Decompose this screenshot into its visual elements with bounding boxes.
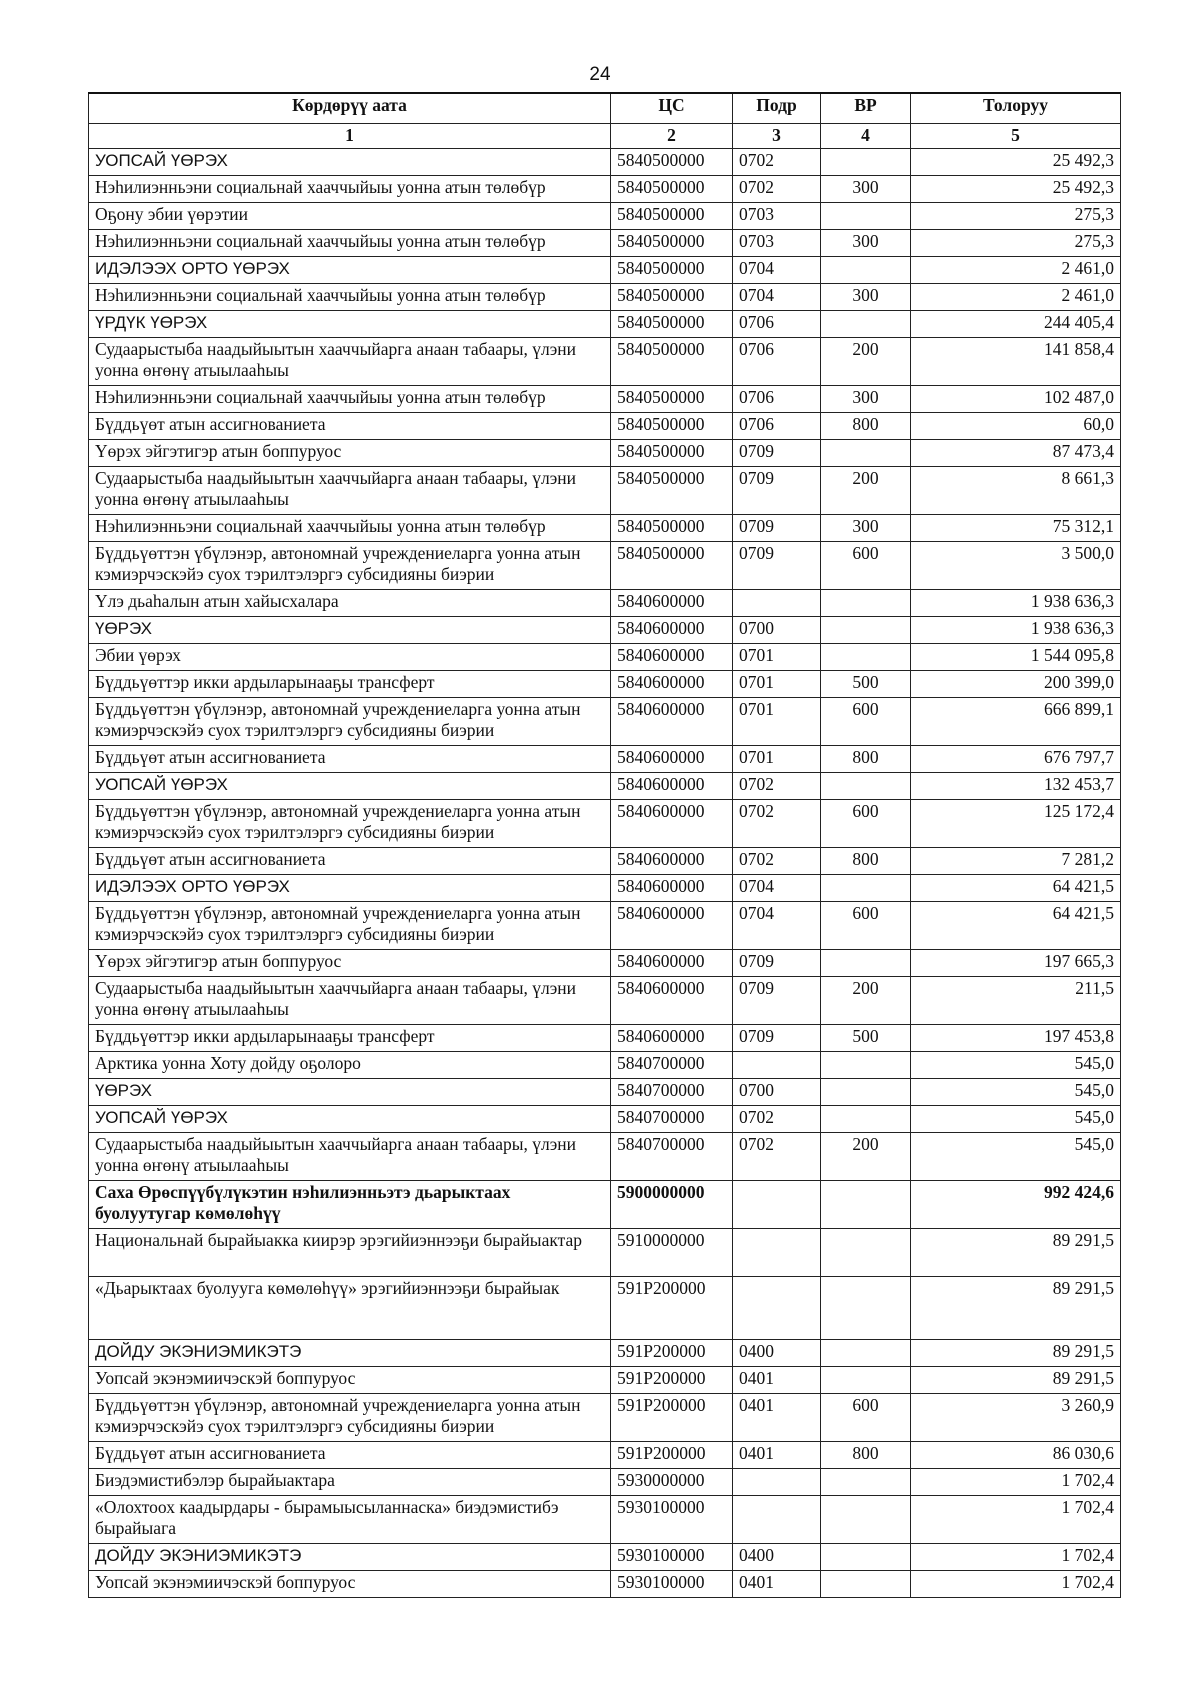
- row-podr-cell: 0704: [733, 902, 821, 950]
- row-vr-cell: 800: [821, 413, 911, 440]
- row-cs-cell: 5910000000: [611, 1229, 733, 1277]
- row-name-cell: Уопсай экэнэмиичэскэй боппуруос: [89, 1367, 611, 1394]
- row-vr-cell: 600: [821, 542, 911, 590]
- row-podr-cell: 0701: [733, 746, 821, 773]
- row-podr-cell: 0401: [733, 1367, 821, 1394]
- row-cs-cell: 5840600000: [611, 590, 733, 617]
- row-cs-cell: 5840700000: [611, 1079, 733, 1106]
- row-name-cell: УОПСАЙ ҮӨРЭХ: [89, 773, 611, 800]
- header-name: Көрдөрүү аата: [89, 93, 611, 124]
- row-podr-cell: 0709: [733, 950, 821, 977]
- table-row: [89, 1277, 1121, 1340]
- table-row: [89, 1469, 1121, 1496]
- row-podr-cell: 0709: [733, 515, 821, 542]
- row-cs-cell: 5840600000: [611, 644, 733, 671]
- table-row: [89, 977, 1121, 1025]
- row-name-cell: Биэдэмистибэлэр бырайыактара: [89, 1469, 611, 1496]
- row-podr-cell: 0704: [733, 875, 821, 902]
- row-amount-cell: 545,0: [911, 1133, 1121, 1181]
- row-name-cell: Национальнай бырайыакка киирэр эрэгийиэннээҕи бырайыактар: [89, 1229, 611, 1277]
- table-row: [89, 515, 1121, 542]
- row-podr-cell: 0701: [733, 698, 821, 746]
- column-number: 3: [733, 124, 821, 149]
- row-cs-cell: 5900000000: [611, 1181, 733, 1229]
- row-vr-cell: [821, 311, 911, 338]
- row-cs-cell: 5840500000: [611, 311, 733, 338]
- row-vr-cell: [821, 1106, 911, 1133]
- row-name-cell: Бүддьүөт атын ассигнованиета: [89, 413, 611, 440]
- row-cs-cell: 5840500000: [611, 542, 733, 590]
- table-row: [89, 1394, 1121, 1442]
- row-vr-cell: [821, 1052, 911, 1079]
- column-number: 1: [89, 124, 611, 149]
- table-row: [89, 902, 1121, 950]
- table-row: [89, 1025, 1121, 1052]
- row-name-cell: Судаарыстыба наадыйыытын хааччыйарга анаан табаары, үлэни уонна өҥөнү атыылааһыы: [89, 467, 611, 515]
- row-vr-cell: 600: [821, 698, 911, 746]
- row-vr-cell: [821, 1469, 911, 1496]
- row-vr-cell: 500: [821, 671, 911, 698]
- row-vr-cell: 800: [821, 848, 911, 875]
- row-cs-cell: 5930100000: [611, 1544, 733, 1571]
- table-row: [89, 1496, 1121, 1544]
- row-cs-cell: 591P200000: [611, 1340, 733, 1367]
- table-row: [89, 467, 1121, 515]
- row-amount-cell: 1 702,4: [911, 1571, 1121, 1598]
- row-cs-cell: 5840500000: [611, 284, 733, 311]
- table-row: [89, 440, 1121, 467]
- row-amount-cell: 545,0: [911, 1079, 1121, 1106]
- row-podr-cell: 0704: [733, 257, 821, 284]
- row-podr-cell: [733, 1496, 821, 1544]
- row-name-cell: Нэһилиэнньэни социальнай хааччыйыы уонна атын төлөбүр: [89, 176, 611, 203]
- row-cs-cell: 591P200000: [611, 1277, 733, 1340]
- row-podr-cell: 0703: [733, 230, 821, 257]
- row-name-cell: Судаарыстыба наадыйыытын хааччыйарга анаан табаары, үлэни уонна өҥөнү атыылааһыы: [89, 338, 611, 386]
- page-number: 24: [589, 64, 611, 85]
- row-vr-cell: [821, 203, 911, 230]
- row-cs-cell: 5840500000: [611, 386, 733, 413]
- row-name-cell: Бүддьүөттэн үбүлэнэр, автономнай учреждениеларга уонна атын кэмиэрчэскэйэ суох тэрилтэлэргэ субсидияны биэрии: [89, 1394, 611, 1442]
- row-name-cell: Бүддьүөт атын ассигнованиета: [89, 746, 611, 773]
- row-vr-cell: [821, 1496, 911, 1544]
- table-row: [89, 1367, 1121, 1394]
- row-name-cell: ИДЭЛЭЭХ ОРТО ҮӨРЭХ: [89, 875, 611, 902]
- row-cs-cell: 5840600000: [611, 902, 733, 950]
- header-vr: ВР: [821, 93, 911, 124]
- row-amount-cell: 89 291,5: [911, 1277, 1121, 1340]
- row-amount-cell: 89 291,5: [911, 1340, 1121, 1367]
- row-amount-cell: 125 172,4: [911, 800, 1121, 848]
- row-cs-cell: 5840700000: [611, 1106, 733, 1133]
- row-podr-cell: [733, 590, 821, 617]
- row-name-cell: Нэһилиэнньэни социальнай хааччыйыы уонна атын төлөбүр: [89, 386, 611, 413]
- row-podr-cell: 0709: [733, 977, 821, 1025]
- table-row: [89, 875, 1121, 902]
- row-name-cell: Уопсай экэнэмиичэскэй боппуруос: [89, 1571, 611, 1598]
- row-amount-cell: 7 281,2: [911, 848, 1121, 875]
- row-podr-cell: 0706: [733, 413, 821, 440]
- row-amount-cell: 200 399,0: [911, 671, 1121, 698]
- row-podr-cell: 0709: [733, 542, 821, 590]
- row-name-cell: Арктика уонна Хоту дойду оҕолоро: [89, 1052, 611, 1079]
- row-name-cell: УОПСАЙ ҮӨРЭХ: [89, 149, 611, 176]
- row-podr-cell: 0701: [733, 671, 821, 698]
- row-cs-cell: 5840600000: [611, 1025, 733, 1052]
- row-podr-cell: 0702: [733, 773, 821, 800]
- row-vr-cell: [821, 617, 911, 644]
- table-row: [89, 1079, 1121, 1106]
- row-amount-cell: 102 487,0: [911, 386, 1121, 413]
- row-podr-cell: 0703: [733, 203, 821, 230]
- table-row: [89, 1133, 1121, 1181]
- row-podr-cell: 0702: [733, 800, 821, 848]
- row-podr-cell: 0700: [733, 1079, 821, 1106]
- row-name-cell: Бүддьүөттэр икки ардыларынааҕы трансферт: [89, 1025, 611, 1052]
- row-name-cell: Бүддьүөттэр икки ардыларынааҕы трансферт: [89, 671, 611, 698]
- row-name-cell: «Олохтоох каадырдары - бырамыысыланнаска» биэдэмистибэ бырайыага: [89, 1496, 611, 1544]
- table-row: [89, 338, 1121, 386]
- table-row: [89, 1340, 1121, 1367]
- row-amount-cell: 1 702,4: [911, 1544, 1121, 1571]
- row-name-cell: Үөрэх эйгэтигэр атын боппуруос: [89, 440, 611, 467]
- table-body: [89, 149, 1121, 1598]
- table-row: [89, 746, 1121, 773]
- row-cs-cell: 5840500000: [611, 203, 733, 230]
- row-name-cell: Судаарыстыба наадыйыытын хааччыйарга анаан табаары, үлэни уонна өҥөнү атыылааһыы: [89, 1133, 611, 1181]
- row-vr-cell: 300: [821, 230, 911, 257]
- row-amount-cell: 545,0: [911, 1052, 1121, 1079]
- row-name-cell: Эбии үөрэх: [89, 644, 611, 671]
- row-cs-cell: 5840500000: [611, 176, 733, 203]
- row-vr-cell: [821, 875, 911, 902]
- row-amount-cell: 132 453,7: [911, 773, 1121, 800]
- row-name-cell: ДОЙДУ ЭКЭНИЭМИКЭТЭ: [89, 1544, 611, 1571]
- row-cs-cell: 5840600000: [611, 617, 733, 644]
- row-amount-cell: 244 405,4: [911, 311, 1121, 338]
- row-cs-cell: 5840600000: [611, 698, 733, 746]
- row-name-cell: Үөрэх эйгэтигэр атын боппуруос: [89, 950, 611, 977]
- row-amount-cell: 197 665,3: [911, 950, 1121, 977]
- row-name-cell: Бүддьүөт атын ассигнованиета: [89, 848, 611, 875]
- row-podr-cell: 0709: [733, 1025, 821, 1052]
- row-vr-cell: 600: [821, 800, 911, 848]
- row-cs-cell: 5840600000: [611, 800, 733, 848]
- row-amount-cell: 3 500,0: [911, 542, 1121, 590]
- table-row: [89, 1106, 1121, 1133]
- row-vr-cell: 200: [821, 467, 911, 515]
- row-name-cell: ҮӨРЭХ: [89, 1079, 611, 1106]
- row-amount-cell: 25 492,3: [911, 176, 1121, 203]
- row-vr-cell: 300: [821, 284, 911, 311]
- row-amount-cell: 86 030,6: [911, 1442, 1121, 1469]
- table-row: [89, 848, 1121, 875]
- row-cs-cell: 5840500000: [611, 230, 733, 257]
- table-row: [89, 413, 1121, 440]
- table-row: [89, 1052, 1121, 1079]
- row-name-cell: УОПСАЙ ҮӨРЭХ: [89, 1106, 611, 1133]
- row-amount-cell: 666 899,1: [911, 698, 1121, 746]
- row-vr-cell: [821, 1229, 911, 1277]
- row-vr-cell: 200: [821, 1133, 911, 1181]
- row-vr-cell: 500: [821, 1025, 911, 1052]
- row-cs-cell: 5930100000: [611, 1496, 733, 1544]
- row-name-cell: ҮРДҮК ҮӨРЭХ: [89, 311, 611, 338]
- row-amount-cell: 676 797,7: [911, 746, 1121, 773]
- row-cs-cell: 5840600000: [611, 875, 733, 902]
- row-name-cell: Судаарыстыба наадыйыытын хааччыйарга анаан табаары, үлэни уонна өҥөнү атыылааһыы: [89, 977, 611, 1025]
- row-cs-cell: 5930100000: [611, 1571, 733, 1598]
- row-name-cell: Бүддьүөттэн үбүлэнэр, автономнай учреждениеларга уонна атын кэмиэрчэскэйэ суох тэрилтэлэргэ субсидияны биэрии: [89, 542, 611, 590]
- row-name-cell: Нэһилиэнньэни социальнай хааччыйыы уонна атын төлөбүр: [89, 284, 611, 311]
- table-row: [89, 617, 1121, 644]
- row-name-cell: ДОЙДУ ЭКЭНИЭМИКЭТЭ: [89, 1340, 611, 1367]
- row-vr-cell: 800: [821, 746, 911, 773]
- row-vr-cell: 200: [821, 977, 911, 1025]
- row-name-cell: Бүддьүөттэн үбүлэнэр, автономнай учреждениеларга уонна атын кэмиэрчэскэйэ суох тэрилтэлэргэ субсидияны биэрии: [89, 800, 611, 848]
- row-vr-cell: [821, 440, 911, 467]
- row-amount-cell: 87 473,4: [911, 440, 1121, 467]
- table-row: [89, 773, 1121, 800]
- row-amount-cell: 8 661,3: [911, 467, 1121, 515]
- row-amount-cell: 60,0: [911, 413, 1121, 440]
- row-name-cell: Үлэ дьаһалын атын хайысхалара: [89, 590, 611, 617]
- row-podr-cell: 0401: [733, 1394, 821, 1442]
- row-podr-cell: 0401: [733, 1442, 821, 1469]
- row-cs-cell: 5840600000: [611, 848, 733, 875]
- header-cs: ЦС: [611, 93, 733, 124]
- table-row: [89, 203, 1121, 230]
- row-podr-cell: 0709: [733, 467, 821, 515]
- row-podr-cell: [733, 1469, 821, 1496]
- row-podr-cell: 0701: [733, 644, 821, 671]
- table-row: [89, 644, 1121, 671]
- row-vr-cell: [821, 773, 911, 800]
- row-vr-cell: [821, 257, 911, 284]
- row-podr-cell: 0702: [733, 176, 821, 203]
- row-cs-cell: 5840500000: [611, 440, 733, 467]
- row-name-cell: Бүддьүөттэн үбүлэнэр, автономнай учреждениеларга уонна атын кэмиэрчэскэйэ суох тэрилтэлэргэ субсидияны биэрии: [89, 698, 611, 746]
- row-vr-cell: [821, 1571, 911, 1598]
- row-vr-cell: [821, 1181, 911, 1229]
- row-cs-cell: 5840500000: [611, 467, 733, 515]
- row-name-cell: Бүддьүөттэн үбүлэнэр, автономнай учреждениеларга уонна атын кэмиэрчэскэйэ суох тэрилтэлэргэ субсидияны биэрии: [89, 902, 611, 950]
- row-cs-cell: 5840500000: [611, 413, 733, 440]
- row-podr-cell: 0401: [733, 1571, 821, 1598]
- row-name-cell: «Дьарыктаах буолууга көмөлөһүү» эрэгийиэннээҕи бырайыак: [89, 1277, 611, 1340]
- row-vr-cell: [821, 149, 911, 176]
- row-podr-cell: 0700: [733, 617, 821, 644]
- row-podr-cell: 0702: [733, 149, 821, 176]
- row-podr-cell: 0702: [733, 1133, 821, 1181]
- row-amount-cell: 1 544 095,8: [911, 644, 1121, 671]
- row-cs-cell: 5840600000: [611, 671, 733, 698]
- row-podr-cell: 0400: [733, 1340, 821, 1367]
- row-cs-cell: 5840500000: [611, 149, 733, 176]
- row-vr-cell: 200: [821, 338, 911, 386]
- row-amount-cell: 25 492,3: [911, 149, 1121, 176]
- row-amount-cell: 275,3: [911, 203, 1121, 230]
- table-row: [89, 698, 1121, 746]
- row-cs-cell: 5840500000: [611, 515, 733, 542]
- row-cs-cell: 5840600000: [611, 950, 733, 977]
- table-row: [89, 386, 1121, 413]
- row-cs-cell: 5840500000: [611, 257, 733, 284]
- row-cs-cell: 5840600000: [611, 977, 733, 1025]
- table-row: [89, 311, 1121, 338]
- row-amount-cell: 89 291,5: [911, 1229, 1121, 1277]
- row-cs-cell: 5930000000: [611, 1469, 733, 1496]
- row-vr-cell: [821, 1544, 911, 1571]
- row-name-cell: ҮӨРЭХ: [89, 617, 611, 644]
- row-cs-cell: 5840500000: [611, 338, 733, 386]
- row-vr-cell: [821, 950, 911, 977]
- table-row: [89, 542, 1121, 590]
- column-number: 5: [911, 124, 1121, 149]
- row-vr-cell: [821, 590, 911, 617]
- table-row: [89, 176, 1121, 203]
- row-name-cell: Нэһилиэнньэни социальнай хааччыйыы уонна атын төлөбүр: [89, 230, 611, 257]
- header-podr: Подр: [733, 93, 821, 124]
- table-row: [89, 284, 1121, 311]
- table-row: [89, 1229, 1121, 1277]
- table-row: [89, 149, 1121, 176]
- row-vr-cell: [821, 1367, 911, 1394]
- table-row: [89, 671, 1121, 698]
- table-row: [89, 257, 1121, 284]
- row-podr-cell: 0704: [733, 284, 821, 311]
- header-amount: Толоруу: [911, 93, 1121, 124]
- row-cs-cell: 5840700000: [611, 1133, 733, 1181]
- row-name-cell: Оҕону эбии үөрэтии: [89, 203, 611, 230]
- row-vr-cell: 300: [821, 386, 911, 413]
- row-amount-cell: 75 312,1: [911, 515, 1121, 542]
- table-row: [89, 800, 1121, 848]
- row-podr-cell: 0706: [733, 311, 821, 338]
- row-amount-cell: 2 461,0: [911, 284, 1121, 311]
- column-number: 2: [611, 124, 733, 149]
- row-vr-cell: 300: [821, 515, 911, 542]
- row-vr-cell: [821, 1079, 911, 1106]
- row-amount-cell: 992 424,6: [911, 1181, 1121, 1229]
- row-podr-cell: 0400: [733, 1544, 821, 1571]
- table-row: [89, 590, 1121, 617]
- row-name-cell: Саха Өрөспүүбүлүкэтин нэһилиэнньэтэ дьарыктаах буолуутугар көмөлөһүү: [89, 1181, 611, 1229]
- table-row: [89, 950, 1121, 977]
- row-podr-cell: 0709: [733, 440, 821, 467]
- row-amount-cell: 89 291,5: [911, 1367, 1121, 1394]
- table-row: [89, 1571, 1121, 1598]
- row-vr-cell: 800: [821, 1442, 911, 1469]
- row-name-cell: Бүддьүөт атын ассигнованиета: [89, 1442, 611, 1469]
- row-podr-cell: [733, 1229, 821, 1277]
- column-number: 4: [821, 124, 911, 149]
- row-amount-cell: 2 461,0: [911, 257, 1121, 284]
- row-podr-cell: 0702: [733, 1106, 821, 1133]
- row-amount-cell: 197 453,8: [911, 1025, 1121, 1052]
- row-podr-cell: [733, 1277, 821, 1340]
- row-vr-cell: [821, 1277, 911, 1340]
- row-podr-cell: 0706: [733, 338, 821, 386]
- row-amount-cell: 545,0: [911, 1106, 1121, 1133]
- row-amount-cell: 1 938 636,3: [911, 617, 1121, 644]
- table-row: [89, 1544, 1121, 1571]
- row-podr-cell: 0702: [733, 848, 821, 875]
- row-amount-cell: 1 938 636,3: [911, 590, 1121, 617]
- row-cs-cell: 591P200000: [611, 1442, 733, 1469]
- row-amount-cell: 141 858,4: [911, 338, 1121, 386]
- row-podr-cell: [733, 1052, 821, 1079]
- row-vr-cell: 300: [821, 176, 911, 203]
- row-cs-cell: 591P200000: [611, 1367, 733, 1394]
- row-podr-cell: 0706: [733, 386, 821, 413]
- row-cs-cell: 5840600000: [611, 773, 733, 800]
- row-cs-cell: 591P200000: [611, 1394, 733, 1442]
- table-row: [89, 230, 1121, 257]
- row-name-cell: ИДЭЛЭЭХ ОРТО ҮӨРЭХ: [89, 257, 611, 284]
- row-amount-cell: 64 421,5: [911, 875, 1121, 902]
- row-vr-cell: 600: [821, 902, 911, 950]
- column-number-row: [89, 124, 1121, 149]
- row-amount-cell: 3 260,9: [911, 1394, 1121, 1442]
- row-vr-cell: [821, 1340, 911, 1367]
- row-amount-cell: 275,3: [911, 230, 1121, 257]
- row-amount-cell: 64 421,5: [911, 902, 1121, 950]
- header-row: [89, 93, 1121, 124]
- table-row: [89, 1442, 1121, 1469]
- budget-table: [88, 92, 1121, 1598]
- row-vr-cell: 600: [821, 1394, 911, 1442]
- row-cs-cell: 5840600000: [611, 746, 733, 773]
- row-amount-cell: 211,5: [911, 977, 1121, 1025]
- row-cs-cell: 5840700000: [611, 1052, 733, 1079]
- table-row: [89, 1181, 1121, 1229]
- row-podr-cell: [733, 1181, 821, 1229]
- row-amount-cell: 1 702,4: [911, 1496, 1121, 1544]
- row-name-cell: Нэһилиэнньэни социальнай хааччыйыы уонна атын төлөбүр: [89, 515, 611, 542]
- row-amount-cell: 1 702,4: [911, 1469, 1121, 1496]
- row-vr-cell: [821, 644, 911, 671]
